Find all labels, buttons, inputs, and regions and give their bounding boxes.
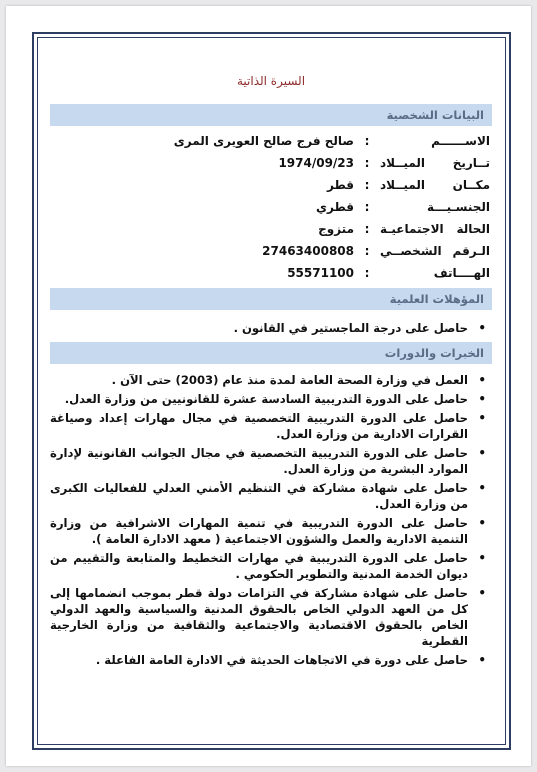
- list-item: [50, 445, 486, 477]
- list-item-text: العمل في وزارة الصحة العامة لمدة منذ عام (2003) حتى الآن .: [111, 373, 468, 387]
- colon: :: [364, 266, 370, 280]
- bullet-icon: •: [478, 551, 486, 565]
- list-item-text: حاصل على الدورة التدريبية التخصصية في مجال مهارات إعداد وصياغة القرارات الادارية من وزارة العدل.: [50, 411, 468, 441]
- info-label: الـرقم الشخصــي: [380, 244, 490, 258]
- bullet-icon: •: [478, 373, 486, 387]
- list-item: [50, 652, 486, 668]
- info-row: [50, 152, 492, 174]
- bullet-icon: •: [478, 411, 486, 425]
- colon: :: [364, 178, 370, 192]
- list-item-text: حاصل على الدورة التدريبية السادسة عشرة للقانونيين من وزارة العدل.: [64, 392, 468, 406]
- document-title: السيرة الذاتية: [236, 74, 306, 88]
- bullet-icon: •: [478, 653, 486, 667]
- info-label: تــاريخ الميــلاد: [380, 156, 490, 170]
- info-row: [50, 218, 492, 240]
- list-item: [50, 480, 486, 512]
- list-item-text: حاصل على شهادة مشاركة في التنظيم الأمني العدلي للفعاليات الكبرى من وزارة العدل.: [50, 481, 468, 511]
- list-item-text: حاصل على الدورة التدريبية في تنمية المهارات الاشرافية من وزارة التنمية الادارية والعمل والشؤون الاجتماعية ( معهد الادارة العامة ).: [50, 516, 468, 546]
- list-item: [50, 515, 486, 547]
- info-label: الهــــاتف: [433, 266, 490, 280]
- bullet-icon: •: [478, 481, 486, 495]
- info-value: 55571100: [287, 266, 354, 280]
- info-row: [50, 262, 492, 284]
- info-label: مكــان الميــلاد: [380, 178, 490, 192]
- info-value: متزوج: [318, 222, 354, 236]
- document-page: [6, 6, 531, 766]
- colon: :: [364, 156, 370, 170]
- colon: :: [364, 222, 370, 236]
- section-personal-heading: البيانات الشخصية: [50, 104, 492, 126]
- info-value: صالح فرج صالح العويرى المرى: [173, 134, 354, 148]
- list-item: [50, 391, 486, 407]
- section-experience-heading: الخبرات والدورات: [50, 342, 492, 364]
- info-label: الحالة الاجتماعيـة: [380, 222, 490, 236]
- info-row: [50, 174, 492, 196]
- list-item: [50, 585, 486, 649]
- info-label: الجنسـيـــة: [427, 200, 490, 214]
- colon: :: [364, 134, 370, 148]
- cv-content: [50, 70, 492, 671]
- colon: :: [364, 200, 370, 214]
- bullet-icon: •: [478, 516, 486, 530]
- bullet-icon: •: [478, 392, 486, 406]
- list-item: [50, 372, 486, 388]
- info-row: [50, 240, 492, 262]
- list-item-text: حاصل على الدورة التدريبية في مهارات التخطيط والمتابعة والتقييم من ديوان الخدمة المدنية والتطوير الحكومي .: [50, 551, 468, 581]
- list-item: [50, 320, 486, 336]
- bullet-icon: •: [478, 446, 486, 460]
- section-qualifications-heading: المؤهلات العلمية: [50, 288, 492, 310]
- info-label: الاســــــم: [431, 134, 490, 148]
- list-item: [50, 550, 486, 582]
- list-item-text: حاصل على الدورة التدريبية التخصصية في مجال الجوانب القانونية لإدارة الموارد البشرية من وزارة العدل.: [50, 446, 468, 476]
- info-row: [50, 196, 492, 218]
- personal-info-table: [50, 130, 492, 284]
- info-row: [50, 130, 492, 152]
- info-value: قطر: [326, 178, 354, 192]
- list-item-text: حاصل على شهادة مشاركة في التزامات دولة قطر بموجب انضمامها إلى كل من العهد الدولي الخاص بالحقوق المدنية والسياسية والعهد الدولي الخاص بالحقوق الاقتصادية والاجتماعية والثقافية من وزارة الخارجية القطرية: [50, 586, 468, 648]
- list-item-text: حاصل على دورة في الاتجاهات الحديثة في الادارة العامة الفاعلة .: [95, 653, 468, 667]
- list-item-text: حاصل على درجة الماجستير في القانون .: [233, 321, 468, 335]
- bullet-icon: •: [478, 586, 486, 600]
- experience-list: [50, 372, 492, 668]
- info-value: قطري: [315, 200, 354, 214]
- info-value: 1974/09/23: [278, 156, 354, 170]
- colon: :: [364, 244, 370, 258]
- qualifications-list: [50, 320, 492, 336]
- bullet-icon: •: [478, 321, 486, 335]
- info-value: 27463400808: [262, 244, 354, 258]
- list-item: [50, 410, 486, 442]
